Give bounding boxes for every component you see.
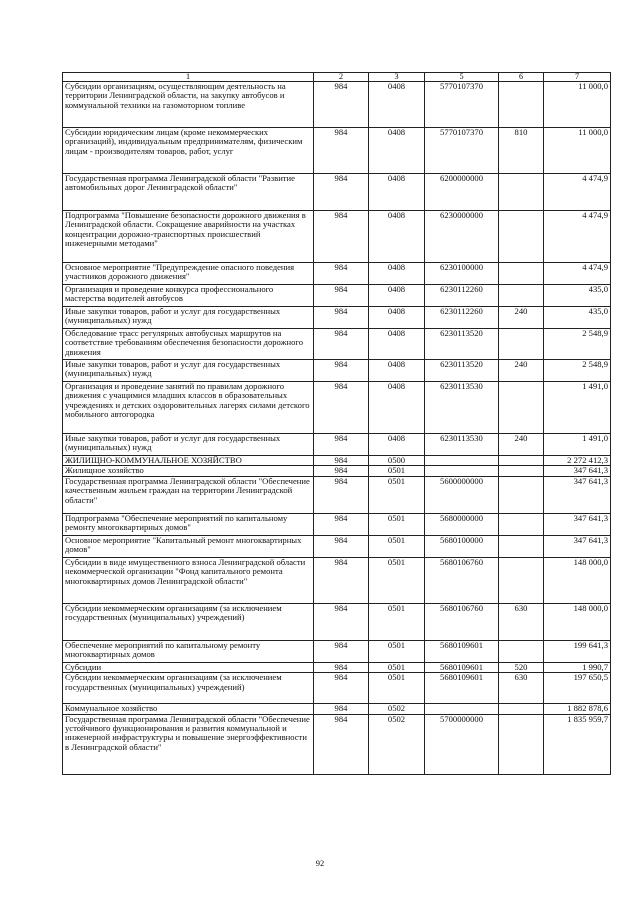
cell-sum: 148 000,0: [544, 603, 611, 640]
cell-gr: 984: [314, 382, 369, 434]
cell-sum: 2 548,9: [544, 360, 611, 382]
cell-sum: 347 641,3: [544, 535, 611, 557]
cell-sum: 347 641,3: [544, 513, 611, 535]
cell-csr: 6200000000: [425, 174, 499, 211]
cell-gr: 984: [314, 476, 369, 513]
cell-rz: 0408: [369, 434, 425, 456]
cell-sum: 199 641,3: [544, 640, 611, 662]
cell-sum: 148 000,0: [544, 557, 611, 603]
cell-gr: 984: [314, 329, 369, 360]
cell-gr: 984: [314, 662, 369, 672]
cell-rz: 0501: [369, 603, 425, 640]
cell-name: Субсидии юридическим лицам (кроме некоммерческих организаций), индивидуальным предпринимателям, физическим лицам - производителям товаров, работ, услуг: [63, 128, 314, 174]
cell-csr: 5680000000: [425, 513, 499, 535]
cell-gr: 984: [314, 513, 369, 535]
cell-sum: 347 641,3: [544, 466, 611, 476]
cell-name: Субсидии некоммерческим организациям (за исключением государственных (муниципальных) учреждений): [63, 673, 314, 704]
cell-vr: [499, 211, 544, 263]
cell-name: Организация и проведение конкурса профессионального мастерства водителей автобусов: [63, 285, 314, 307]
cell-name: Обеспечение мероприятий по капитальному ремонту многоквартирных домов: [63, 640, 314, 662]
cell-vr: 240: [499, 434, 544, 456]
cell-vr: 630: [499, 603, 544, 640]
cell-rz: 0501: [369, 535, 425, 557]
table-row: [63, 476, 611, 513]
cell-gr: 984: [314, 456, 369, 466]
header-cell: 5: [425, 73, 499, 82]
cell-name: Государственная программа Ленинградской области "Обеспечение качественным жильем граждан на территории Ленинградской области": [63, 476, 314, 513]
cell-gr: 984: [314, 263, 369, 285]
cell-csr: [425, 704, 499, 714]
cell-gr: 984: [314, 174, 369, 211]
cell-name: Основное мероприятие "Предупреждение опасного поведения участников дорожного движения": [63, 263, 314, 285]
cell-name: Государственная программа Ленинградской области "Развитие автомобильных дорог Ленинградской области": [63, 174, 314, 211]
cell-gr: 984: [314, 307, 369, 329]
table-row: [63, 263, 611, 285]
header-cell: 1: [63, 73, 314, 82]
cell-csr: 5700000000: [425, 714, 499, 774]
cell-vr: 240: [499, 360, 544, 382]
cell-name: Обследование трасс регулярных автобусных маршрутов на соответствие требованиям обеспечения безопасности дорожного движения: [63, 329, 314, 360]
table-row: [63, 640, 611, 662]
cell-gr: 984: [314, 466, 369, 476]
table-row: [63, 82, 611, 128]
cell-name: Подпрограмма "Повышение безопасности дорожного движения в Ленинградской области. Сокращение аварийности на участках концентрации дорожно-транспортных происшествий инженерными методами": [63, 211, 314, 263]
cell-sum: 1 491,0: [544, 434, 611, 456]
table-row: [63, 704, 611, 714]
cell-vr: [499, 174, 544, 211]
cell-csr: 5770107370: [425, 82, 499, 128]
cell-vr: [499, 535, 544, 557]
cell-csr: 5680109601: [425, 662, 499, 672]
cell-gr: 984: [314, 285, 369, 307]
cell-csr: 6230113520: [425, 329, 499, 360]
cell-csr: 6230112260: [425, 307, 499, 329]
table-row: [63, 466, 611, 476]
cell-vr: [499, 640, 544, 662]
header-cell: 7: [544, 73, 611, 82]
cell-rz: 0502: [369, 704, 425, 714]
table-row: [63, 603, 611, 640]
cell-rz: 0501: [369, 673, 425, 704]
cell-vr: [499, 285, 544, 307]
cell-name: Организация и проведение занятий по правилам дорожного движения с учащимися младших классов в образовательных учреждениях и детских оздоровительных лагерях силами детского мобильного автогородка: [63, 382, 314, 434]
cell-csr: 5770107370: [425, 128, 499, 174]
budget-table: [62, 72, 611, 775]
cell-name: Иные закупки товаров, работ и услуг для государственных (муниципальных) нужд: [63, 434, 314, 456]
cell-sum: 1 882 878,6: [544, 704, 611, 714]
cell-vr: [499, 476, 544, 513]
cell-name: Иные закупки товаров, работ и услуг для государственных (муниципальных) нужд: [63, 360, 314, 382]
cell-gr: 984: [314, 714, 369, 774]
cell-csr: [425, 466, 499, 476]
cell-csr: 6230113530: [425, 434, 499, 456]
cell-name: ЖИЛИЩНО-КОММУНАЛЬНОЕ ХОЗЯЙСТВО: [63, 456, 314, 466]
table-row: [63, 307, 611, 329]
cell-sum: 2 548,9: [544, 329, 611, 360]
cell-rz: 0408: [369, 82, 425, 128]
cell-gr: 984: [314, 673, 369, 704]
table-row: [63, 662, 611, 672]
cell-sum: 4 474,9: [544, 211, 611, 263]
cell-name: Субсидии в виде имущественного взноса Ленинградской области некоммерческой организации "Фонд капитального ремонта многоквартирных домов Ленинградской области": [63, 557, 314, 603]
cell-sum: 1 835 959,7: [544, 714, 611, 774]
cell-sum: 435,0: [544, 307, 611, 329]
cell-sum: 1 491,0: [544, 382, 611, 434]
cell-vr: 630: [499, 673, 544, 704]
cell-rz: 0408: [369, 263, 425, 285]
cell-rz: 0408: [369, 307, 425, 329]
cell-name: Государственная программа Ленинградской области "Обеспечение устойчивого функционирования и развития коммунальной и инженерной инфраструктуры и повышение энергоэффективности в Ленинградской области": [63, 714, 314, 774]
cell-vr: [499, 513, 544, 535]
cell-name: Субсидии некоммерческим организациям (за исключением государственных (муниципальных) учреждений): [63, 603, 314, 640]
cell-sum: 1 990,7: [544, 662, 611, 672]
cell-rz: 0408: [369, 329, 425, 360]
cell-vr: [499, 704, 544, 714]
table-row: [63, 513, 611, 535]
cell-sum: 11 000,0: [544, 82, 611, 128]
cell-rz: 0500: [369, 456, 425, 466]
cell-sum: 4 474,9: [544, 174, 611, 211]
cell-sum: 435,0: [544, 285, 611, 307]
table-row: [63, 174, 611, 211]
cell-name: Коммунальное хозяйство: [63, 704, 314, 714]
header-cell: 6: [499, 73, 544, 82]
cell-name: Иные закупки товаров, работ и услуг для государственных (муниципальных) нужд: [63, 307, 314, 329]
header-cell: 3: [369, 73, 425, 82]
cell-sum: 2 272 412,3: [544, 456, 611, 466]
cell-vr: 810: [499, 128, 544, 174]
cell-csr: 5680109601: [425, 640, 499, 662]
cell-name: Субсидии: [63, 662, 314, 672]
table-row: [63, 360, 611, 382]
table-row: [63, 382, 611, 434]
page-number: 92: [315, 858, 325, 868]
cell-name: Подпрограмма "Обеспечение мероприятий по капитальному ремонту многоквартирных домов": [63, 513, 314, 535]
cell-csr: 5680100000: [425, 535, 499, 557]
cell-csr: 6230112260: [425, 285, 499, 307]
cell-gr: 984: [314, 128, 369, 174]
table-row: [63, 456, 611, 466]
header-cell: 2: [314, 73, 369, 82]
cell-gr: 984: [314, 640, 369, 662]
cell-vr: 520: [499, 662, 544, 672]
cell-vr: [499, 263, 544, 285]
table-row: [63, 285, 611, 307]
cell-csr: 6230113520: [425, 360, 499, 382]
cell-rz: 0408: [369, 360, 425, 382]
cell-sum: 11 000,0: [544, 128, 611, 174]
cell-gr: 984: [314, 603, 369, 640]
cell-rz: 0501: [369, 476, 425, 513]
table-row: [63, 535, 611, 557]
cell-gr: 984: [314, 535, 369, 557]
cell-csr: 5680106760: [425, 557, 499, 603]
table-row: [63, 673, 611, 704]
cell-csr: 6230100000: [425, 263, 499, 285]
cell-gr: 984: [314, 360, 369, 382]
cell-csr: 5680109601: [425, 673, 499, 704]
cell-gr: 984: [314, 211, 369, 263]
table-row: [63, 434, 611, 456]
cell-gr: 984: [314, 557, 369, 603]
table-row: [63, 329, 611, 360]
table-row: [63, 211, 611, 263]
cell-rz: 0408: [369, 174, 425, 211]
cell-rz: 0408: [369, 382, 425, 434]
cell-vr: [499, 557, 544, 603]
cell-rz: 0501: [369, 640, 425, 662]
cell-rz: 0408: [369, 128, 425, 174]
cell-gr: 984: [314, 704, 369, 714]
cell-gr: 984: [314, 82, 369, 128]
cell-rz: 0408: [369, 211, 425, 263]
cell-vr: [499, 714, 544, 774]
table-header-row: [63, 73, 611, 82]
cell-rz: 0501: [369, 513, 425, 535]
cell-csr: 5680106760: [425, 603, 499, 640]
cell-csr: [425, 456, 499, 466]
cell-vr: [499, 466, 544, 476]
cell-csr: 5600000000: [425, 476, 499, 513]
cell-name: Субсидии организациям, осуществляющим деятельность на территории Ленинградской области, на закупку автобусов и коммунальной техники на газомоторном топливе: [63, 82, 314, 128]
table-row: [63, 128, 611, 174]
cell-rz: 0408: [369, 285, 425, 307]
cell-vr: [499, 456, 544, 466]
cell-sum: 347 641,3: [544, 476, 611, 513]
cell-csr: 6230000000: [425, 211, 499, 263]
cell-name: Жилищное хозяйство: [63, 466, 314, 476]
cell-rz: 0501: [369, 466, 425, 476]
cell-vr: [499, 82, 544, 128]
cell-sum: 197 650,5: [544, 673, 611, 704]
cell-rz: 0501: [369, 662, 425, 672]
table-row: [63, 714, 611, 774]
cell-name: Основное мероприятие "Капитальный ремонт многоквартирных домов": [63, 535, 314, 557]
cell-vr: [499, 329, 544, 360]
cell-csr: 6230113530: [425, 382, 499, 434]
cell-vr: 240: [499, 307, 544, 329]
table-row: [63, 557, 611, 603]
cell-sum: 4 474,9: [544, 263, 611, 285]
cell-rz: 0501: [369, 557, 425, 603]
cell-vr: [499, 382, 544, 434]
cell-rz: 0502: [369, 714, 425, 774]
cell-gr: 984: [314, 434, 369, 456]
